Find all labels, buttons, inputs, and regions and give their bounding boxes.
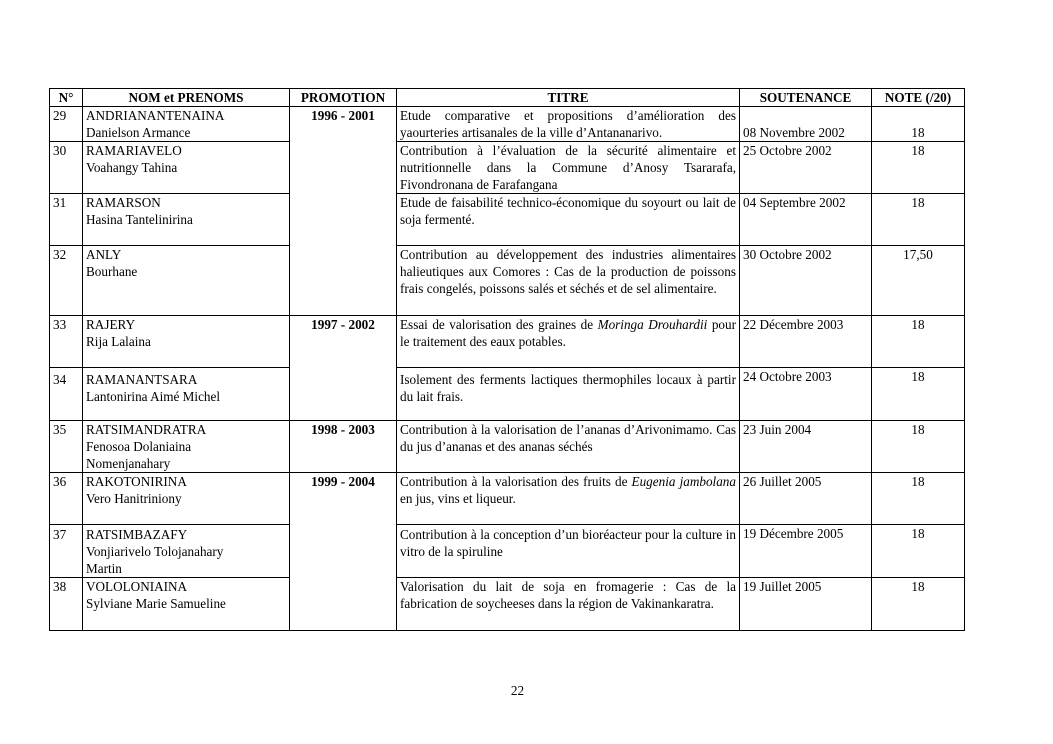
- table-row: [50, 107, 965, 142]
- thesis-title: Etude de faisabilité technico-économique du soyourt ou lait de soja fermenté.: [397, 194, 740, 246]
- student-name: [83, 473, 290, 525]
- family-name: RAMARSON: [86, 195, 161, 210]
- family-name: RAJERY: [86, 317, 136, 332]
- grade: 18: [872, 316, 965, 368]
- thesis-title: Etude comparative et propositions d’amélioration des yaourteries artisanales de la ville d’Antananarivo.: [397, 107, 740, 142]
- header-row: [50, 89, 965, 107]
- promotion-cell: [290, 246, 397, 316]
- given-names: Fenosoa Dolaniaina: [86, 439, 192, 454]
- row-number: 32: [50, 246, 83, 316]
- family-name: VOLOLONIAINA: [86, 579, 188, 594]
- family-name: RAMANANTSARA: [86, 372, 198, 387]
- title-text-end: en jus, vins et liqueur.: [400, 491, 516, 506]
- promotion-cell: 1996 - 2001: [290, 107, 397, 142]
- defense-date: 25 Octobre 2002: [740, 142, 872, 194]
- title-text-end: pour le traitement des eaux potables.: [400, 317, 736, 349]
- page-number: 22: [510, 683, 525, 698]
- defense-date: 30 Octobre 2002: [740, 246, 872, 316]
- header-note: NOTE (/20): [872, 89, 965, 107]
- grade: 18: [872, 368, 965, 421]
- theses-table: [49, 88, 965, 631]
- promotion-cell: [290, 578, 397, 631]
- student-name: [83, 578, 290, 631]
- given-names-cont: Martin: [86, 561, 122, 576]
- row-number: 38: [50, 578, 83, 631]
- promotion-cell: [290, 368, 397, 421]
- family-name: ANDRIANANTENAINA: [86, 108, 225, 123]
- defense-date: 19 Décembre 2005: [740, 525, 872, 578]
- thesis-title: Contribution à l’évaluation de la sécurité alimentaire et nutritionnelle dans la Commune d’Anosy Tsararafa, Fivondronana de Farafangana: [397, 142, 740, 194]
- given-names: Rija Lalaina: [86, 334, 151, 349]
- thesis-title: Isolement des ferments lactiques thermophiles locaux à partir du lait frais.: [397, 368, 740, 421]
- row-number: 29: [50, 107, 83, 142]
- student-name: [83, 194, 290, 246]
- row-number: 33: [50, 316, 83, 368]
- defense-date: 24 Octobre 2003: [740, 368, 872, 421]
- thesis-title: [397, 316, 740, 368]
- row-number: 37: [50, 525, 83, 578]
- grade: 18: [872, 194, 965, 246]
- family-name: RATSIMBAZAFY: [86, 527, 188, 542]
- student-name: [83, 246, 290, 316]
- table-row: [50, 473, 965, 525]
- family-name: RAKOTONIRINA: [86, 474, 187, 489]
- given-names: Bourhane: [86, 264, 138, 279]
- given-names: Vonjiarivelo Tolojanahary: [86, 544, 224, 559]
- defense-date: 23 Juin 2004: [740, 421, 872, 473]
- row-number: 35: [50, 421, 83, 473]
- promotion-cell: 1998 - 2003: [290, 421, 397, 473]
- family-name: ANLY: [86, 247, 122, 262]
- header-nom: NOM et PRENOMS: [83, 89, 290, 107]
- promotion-cell: 1997 - 2002: [290, 316, 397, 368]
- table-row: [50, 246, 965, 316]
- thesis-title: Contribution au développement des industries alimentaires halieutiques aux Comores : Cas de la production de poissons frais congelés, poissons salés et séchés et de sel alimentaire.: [397, 246, 740, 316]
- species-name: Eugenia jambolana: [631, 474, 736, 489]
- defense-date-text: 08 Novembre 2002: [743, 125, 845, 140]
- given-names: Lantonirina Aimé Michel: [86, 389, 221, 404]
- grade: 17,50: [872, 246, 965, 316]
- defense-date: 04 Septembre 2002: [740, 194, 872, 246]
- defense-date: 26 Juillet 2005: [740, 473, 872, 525]
- student-name: [83, 368, 290, 421]
- family-name: RAMARIAVELO: [86, 143, 182, 158]
- row-number: 30: [50, 142, 83, 194]
- header-soutenance: SOUTENANCE: [740, 89, 872, 107]
- grade: 18: [872, 525, 965, 578]
- row-number: 36: [50, 473, 83, 525]
- family-name: RATSIMANDRATRA: [86, 422, 207, 437]
- given-names: Hasina Tantelinirina: [86, 212, 193, 227]
- thesis-title: [397, 473, 740, 525]
- table-body: [50, 107, 965, 631]
- table-row: [50, 142, 965, 194]
- grade: 18: [872, 142, 965, 194]
- promotion-cell: 1999 - 2004: [290, 473, 397, 525]
- student-name: [83, 525, 290, 578]
- species-name: Moringa Drouhardii: [597, 317, 708, 332]
- header-promotion: PROMOTION: [290, 89, 397, 107]
- header-titre: TITRE: [397, 89, 740, 107]
- table-row: [50, 421, 965, 473]
- header-num: N°: [50, 89, 83, 107]
- row-number: 34: [50, 368, 83, 421]
- promotion-cell: [290, 142, 397, 194]
- grade: 18: [872, 473, 965, 525]
- title-text: Essai de valorisation des graines de: [400, 317, 598, 332]
- student-name: [83, 107, 290, 142]
- given-names: Voahangy Tahina: [86, 160, 178, 175]
- grade-text: 18: [911, 125, 925, 140]
- thesis-title: Contribution à la valorisation de l’ananas d’Arivonimamo. Cas du jus d’ananas et des ananas séchés: [397, 421, 740, 473]
- table-row: [50, 525, 965, 578]
- student-name: [83, 421, 290, 473]
- title-text: Contribution à la valorisation des fruits de: [400, 474, 632, 489]
- defense-date: 22 Décembre 2003: [740, 316, 872, 368]
- grade: [872, 107, 965, 142]
- grade: 18: [872, 421, 965, 473]
- grade: 18: [872, 578, 965, 631]
- student-name: [83, 316, 290, 368]
- defense-date: [740, 107, 872, 142]
- given-names: Danielson Armance: [86, 125, 191, 140]
- promotion-cell: [290, 525, 397, 578]
- student-name: [83, 142, 290, 194]
- promotion-cell: [290, 194, 397, 246]
- thesis-title: Valorisation du lait de soja en fromagerie : Cas de la fabrication de soycheeses dans la région de Vakinankaratra.: [397, 578, 740, 631]
- thesis-title: Contribution à la conception d’un bioréacteur pour la culture in vitro de la spiruline: [397, 525, 740, 578]
- given-names: Vero Hanitriniony: [86, 491, 182, 506]
- table-row: [50, 316, 965, 368]
- table-row: [50, 578, 965, 631]
- defense-date: 19 Juillet 2005: [740, 578, 872, 631]
- given-names-cont: Nomenjanahary: [86, 456, 171, 471]
- given-names: Sylviane Marie Samueline: [86, 596, 226, 611]
- row-number: 31: [50, 194, 83, 246]
- table-row: [50, 194, 965, 246]
- table-row: [50, 368, 965, 421]
